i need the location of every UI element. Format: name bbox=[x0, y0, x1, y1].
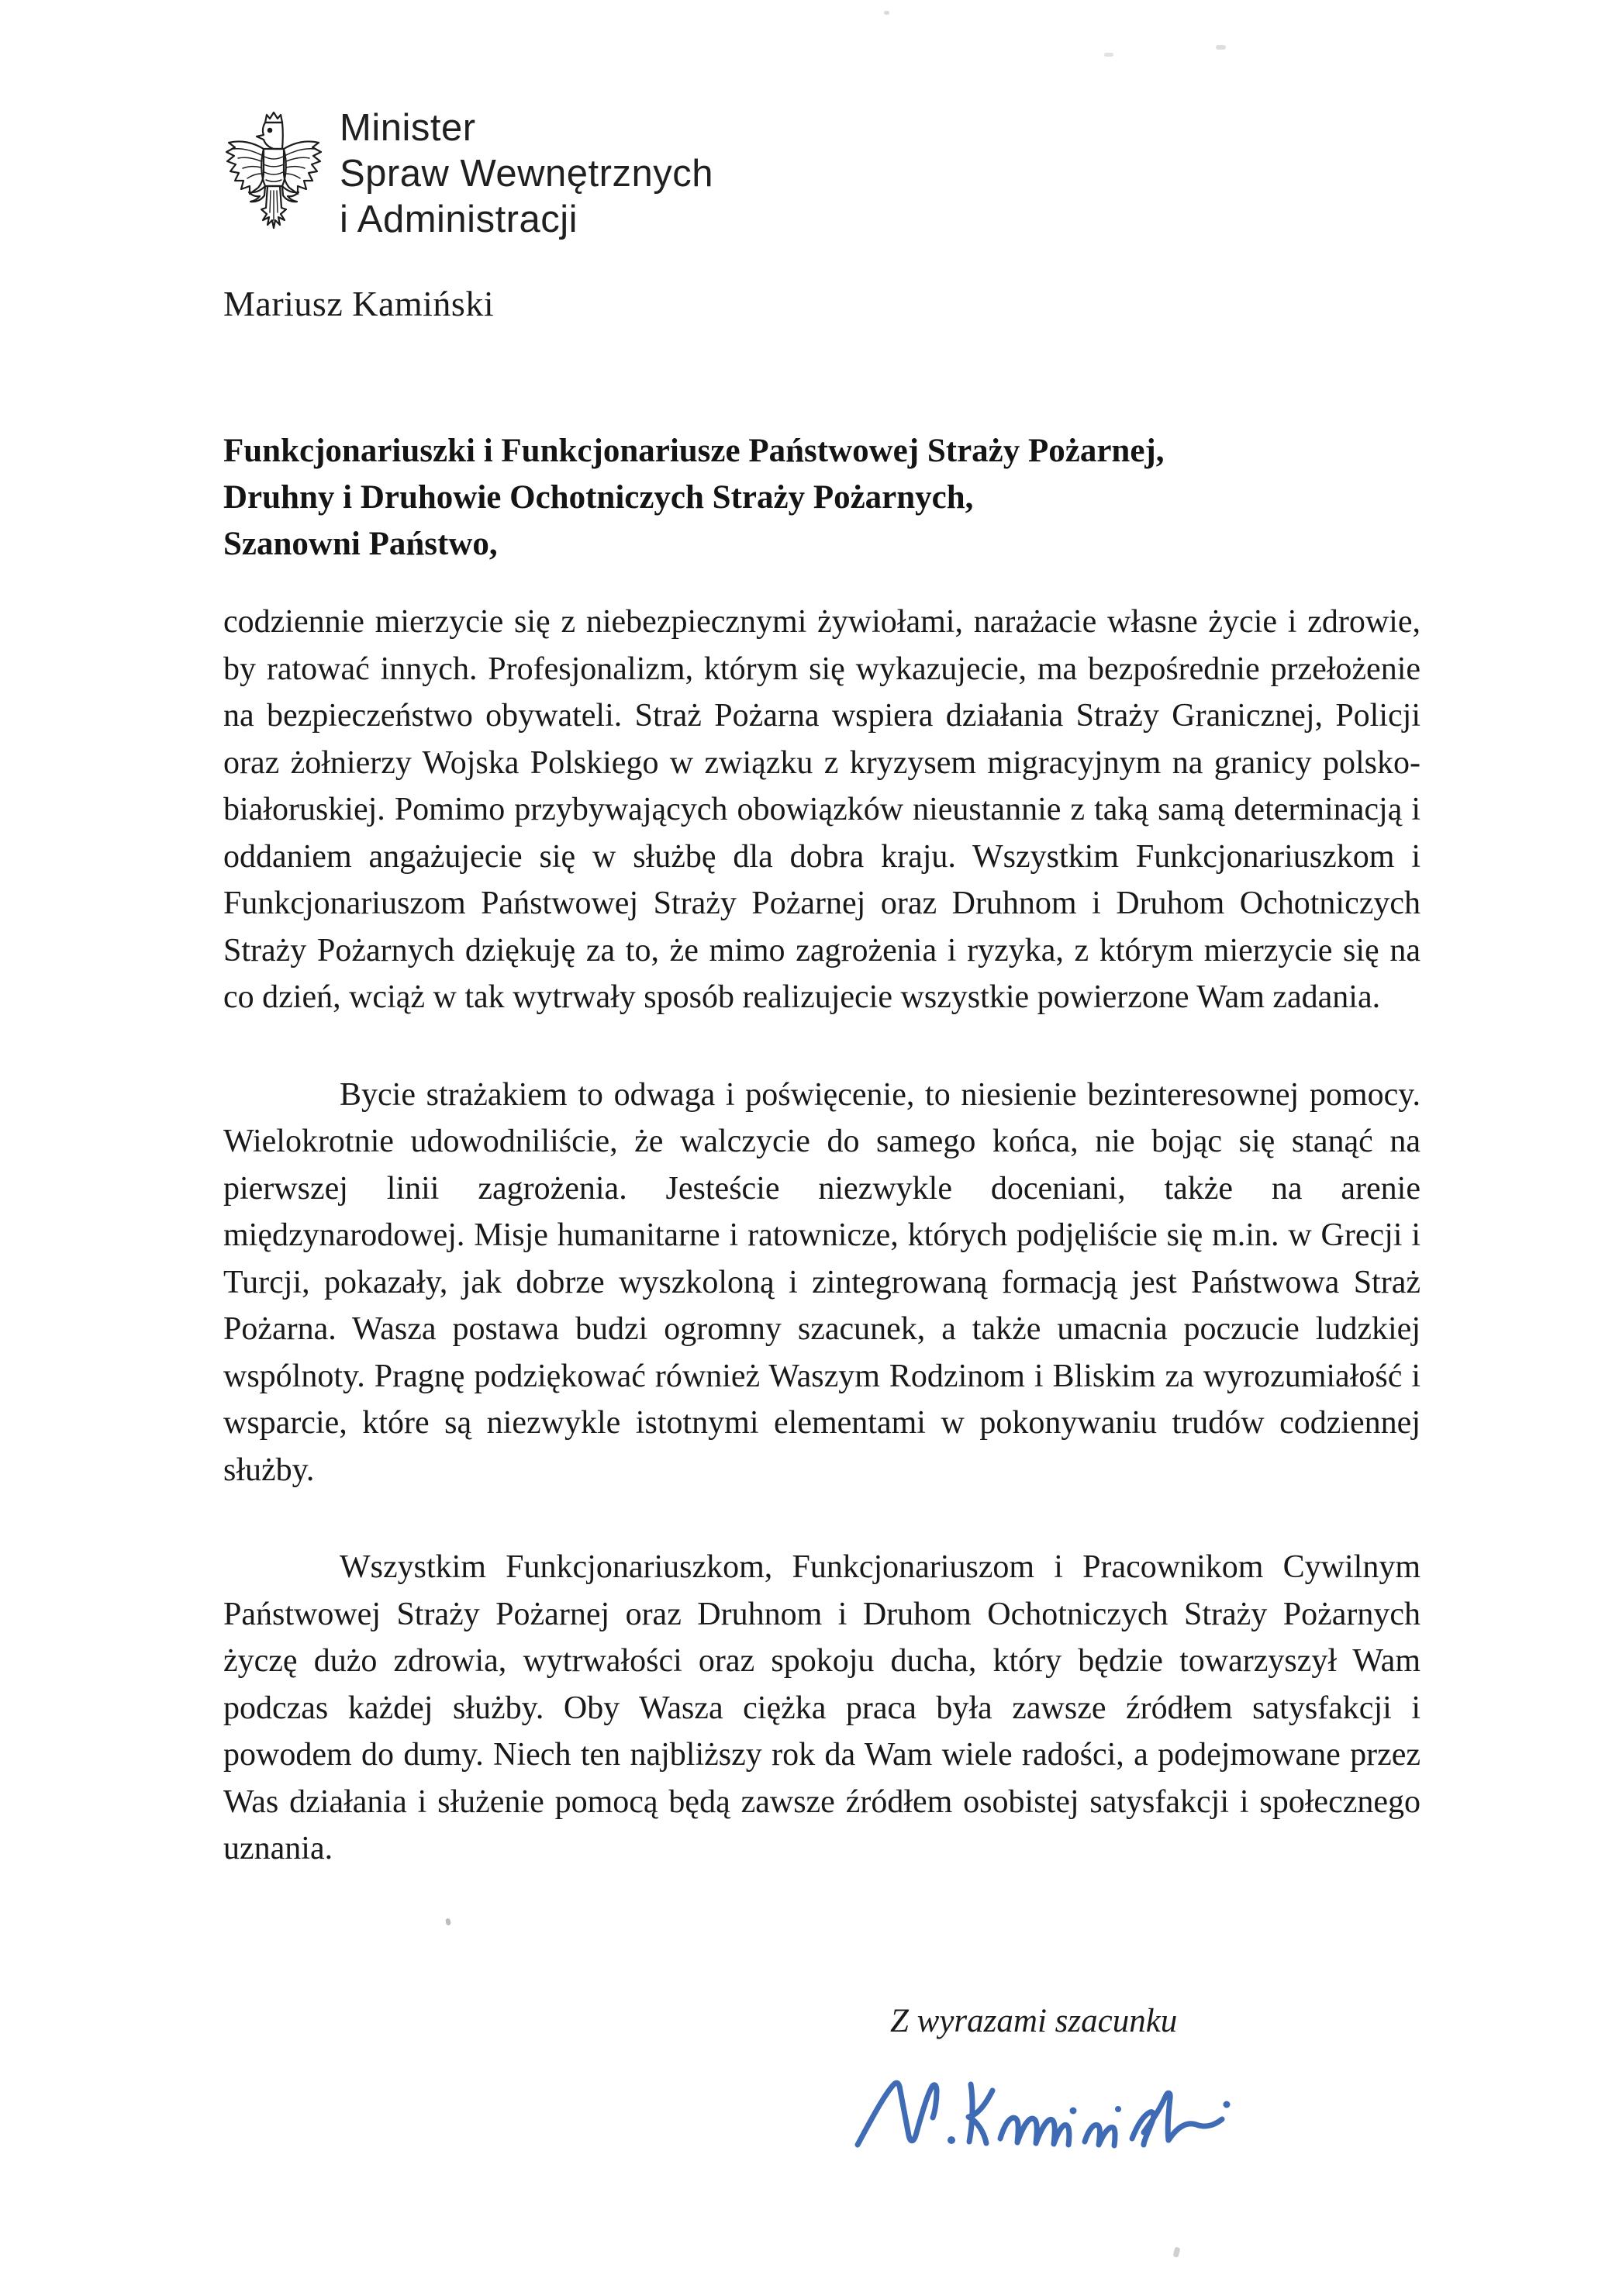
ministry-title-line: Minister bbox=[340, 107, 476, 149]
salutation-line: Szanowni Państwo, bbox=[223, 526, 498, 562]
body-paragraph: Wszystkim Funkcjonariuszkom, Funkcjonariuszom i Pracownikom Cywilnym Państwowej Straży Pożarnej oraz Druhnom i Druhom Ochotniczych Straży Pożarnych życzę dużo zdrowia, wytrwałości oraz spokoju ducha, który będzie towarzyszył Wam podczas każdej służby. Oby Wasza ciężka praca była zawsze źródłem satysfakcji i powodem do dumy. Niech ten najbliższy rok da Wam wiele radości, a podejmowane przez Was działania i służenie pomocą będą zawsze źródłem osobistej satysfakcji i społecznego uznania. bbox=[223, 1549, 1421, 1866]
salutation-block bbox=[223, 428, 1421, 568]
polish-eagle-emblem-icon bbox=[223, 110, 325, 240]
ministry-title-line: i Administracji bbox=[340, 199, 578, 240]
scan-artifact bbox=[884, 11, 889, 15]
closing-phrase: Z wyrazami szacunku bbox=[890, 2003, 1178, 2039]
body-paragraph: codziennie mierzycie się z niebezpiecznymi żywiołami, narażacie własne życie i zdrowie, by ratować innych. Profesjonalizm, którym się wykazujecie, ma bezpośrednie przełożenie na bezpieczeństwo obywateli. Straż Pożarna wspiera działania Straży Granicznej, Policji oraz żołnierzy Wojska Polskiego w związku z kryzysem migracyjnym na granicy polsko-białoruskiej. Pomimo przybywających obowiązków nieustannie z taką samą determinacją i oddaniem angażujecie się w służbę dla dobra kraju. Wszystkim Funkcjonariuszkom i Funkcjonariuszom Państwowej Straży Pożarnej oraz Druhnom i Druhom Ochotniczych Straży Pożarnych dziękuję za to, że mimo zagrożenia i ryzyka, z którym mierzycie się na co dzień, wciąż w tak wytrwały sposób realizujecie wszystkie powierzone Wam zadania. bbox=[223, 604, 1421, 1015]
ministry-title bbox=[340, 105, 713, 243]
scan-artifact bbox=[1216, 45, 1226, 50]
scan-artifact bbox=[1173, 2246, 1181, 2257]
scan-artifact bbox=[1104, 53, 1113, 57]
minister-name: Mariusz Kamiński bbox=[223, 284, 495, 323]
scan-artifact bbox=[445, 1918, 451, 1925]
body-paragraph: Bycie strażakiem to odwaga i poświęcenie, to niesienie bezinteresownej pomocy. Wielokrotnie udowodniliście, że walczycie do samego końca, nie bojąc się stanąć na pierwszej linii zagrożenia. Jesteście niezwykle doceniani, także na arenie międzynarodowej. Misje humanitarne i ratownicze, których podjęliście się m.in. w Grecji i Turcji, pokazały, jak dobrze wyszkoloną i zintegrowaną formacją jest Państwowa Straż Pożarna. Wasza postawa budzi ogromny szacunek, a także umacnia poczucie ludzkiej wspólnoty. Pragnę podziękować również Waszym Rodzinom i Bliskim za wyrozumiałość i wsparcie, które są niezwykle istotnymi elementami w pokonywaniu trudów codziennej służby. bbox=[223, 1076, 1421, 1488]
letter-body bbox=[223, 599, 1421, 1873]
ministry-title-line: Spraw Wewnętrznych bbox=[340, 153, 713, 195]
salutation-line: Funkcjonariuszki i Funkcjonariusze Państwowej Straży Pożarnej, bbox=[223, 433, 1165, 469]
salutation-line: Druhny i Druhowie Ochotniczych Straży Pożarnych, bbox=[223, 479, 974, 516]
signature-handwritten bbox=[847, 2064, 1269, 2173]
